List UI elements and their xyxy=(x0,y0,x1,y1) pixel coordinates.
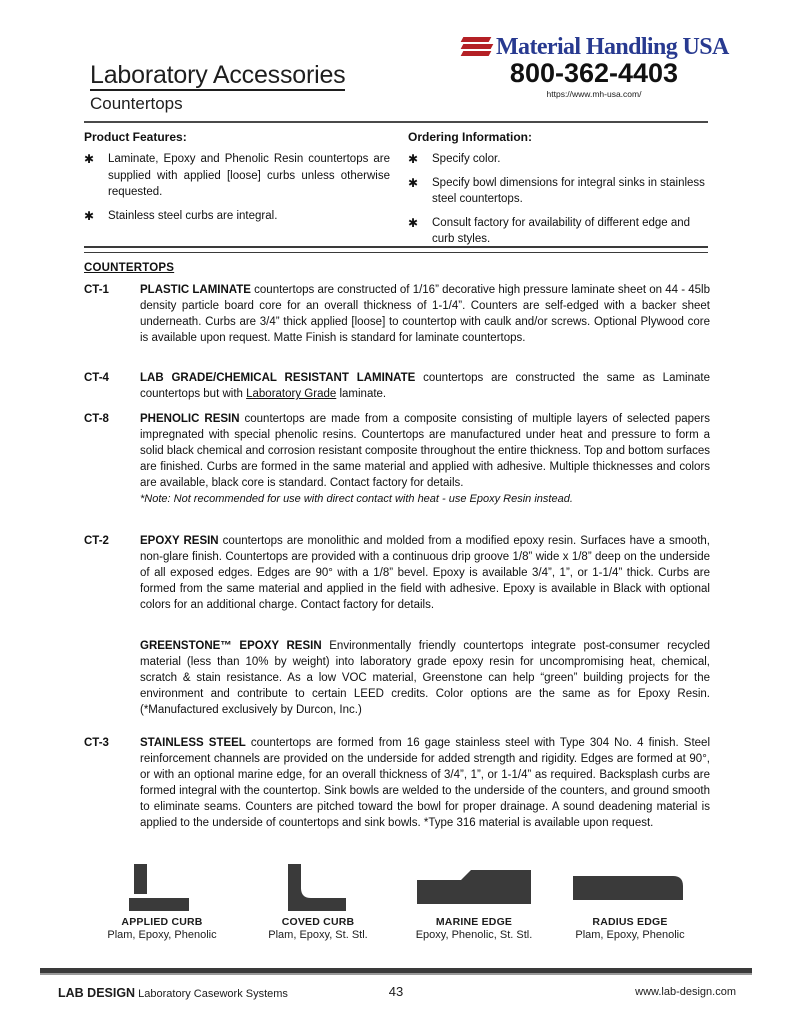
entry-code: CT-1 xyxy=(84,284,109,296)
greenstone-description: Environmentally friendly countertops integrate post-consumer recycled material (less than 10% by weight) into laboratory grade epoxy resin for uncompromising heat, chemical, scratch & stain resistance. As a low VOC material, Greenstone can help “green” building projects for the environment and contribute to certain LEED credits. Color options are the same as for Epoxy Resin. (*Manufactured exclusively by Durcon, Inc.) xyxy=(140,640,710,716)
entry-code: CT-2 xyxy=(84,535,109,547)
entry-product-name: LAB GRADE/CHEMICAL RESISTANT LAMINATE xyxy=(140,372,416,384)
list-item xyxy=(408,151,714,168)
title-block xyxy=(90,62,345,114)
entry-description: countertops are monolithic and molded from a modified epoxy resin. Surfaces have a smooth, non-glare finish. Countertops are provided with a continuous drip groove 1/8” wide x 1/8” deep on the underside of all exposed edges. Edges are 90° with a 1/8” bevel. Epoxy is available 3/4”, 1”, or 1-1/4” thick. Curbs are formed from the same material and applied in the field with adhesive. Epoxy is available in Black with optional colors for an additional charge. Contact factory for details. xyxy=(140,535,711,611)
footer-brand-name: LAB DESIGN xyxy=(58,986,136,1000)
entry-product-name: PHENOLIC RESIN xyxy=(140,413,240,425)
entry-product-name: STAINLESS STEEL xyxy=(140,737,246,749)
entry-ct-1 xyxy=(84,282,710,346)
asterisk-bullet-icon: ✱ xyxy=(408,215,419,230)
asterisk-bullet-icon: ✱ xyxy=(408,175,419,190)
marine-edge-icon xyxy=(396,862,552,914)
footer-website[interactable]: www.lab-design.com xyxy=(635,986,736,998)
ordering-item-text: Consult factory for availability of different edge and curb styles. xyxy=(432,216,691,245)
entry-ct-8 xyxy=(84,411,710,507)
entry-body xyxy=(140,533,710,613)
entry-body xyxy=(140,411,710,507)
list-item xyxy=(408,215,714,248)
entry-product-name: PLASTIC LAMINATE xyxy=(140,284,251,296)
entry-ct-4 xyxy=(84,370,710,402)
radius-edge-icon xyxy=(552,862,708,914)
list-item xyxy=(84,208,390,225)
page-number: 43 xyxy=(388,984,404,999)
page-title: Laboratory Accessories xyxy=(90,62,345,91)
ordering-information-column xyxy=(408,130,714,255)
company-phone: 800-362-4403 xyxy=(509,58,679,88)
asterisk-bullet-icon: ✱ xyxy=(84,152,95,166)
diagram-radius-edge xyxy=(552,862,708,941)
list-item xyxy=(84,151,390,201)
entry-code: CT-3 xyxy=(84,737,109,749)
entry-note: *Note: Not recommended for use with direct contact with heat - use Epoxy Resin instead. xyxy=(140,493,573,505)
entry-description-part-1: countertops are constructed the same as Laminate countertops but with xyxy=(140,372,710,400)
asterisk-bullet-icon: ✱ xyxy=(408,152,419,166)
diagram-title: RADIUS EDGE xyxy=(592,916,668,928)
diagram-subtitle: Plam, Epoxy, Phenolic xyxy=(575,929,685,941)
entry-description-part-2: laminate. xyxy=(336,388,387,400)
greenstone-paragraph xyxy=(140,638,710,718)
entry-ct-2 xyxy=(84,533,710,613)
entry-description: countertops are constructed of 1/16” decorative high pressure laminate sheet on 44 - 45lb density particle board core for an overall thickness of 1-1/4”. Counters are self-edged with a backer sheet underneath. Curbs are 3/4” thick applied [loose] to countertop with caulk and/or screws. Optional Plywood core is available upon request. Matte Finish is standard for laminate countertops. xyxy=(140,284,710,344)
company-name: Material Handling USA xyxy=(496,34,729,60)
ordering-information-heading: Ordering Information: xyxy=(408,130,532,144)
page-header xyxy=(62,30,728,115)
header-divider-rule xyxy=(84,121,708,123)
entry-code: CT-4 xyxy=(84,372,109,384)
company-website-url[interactable]: https://www.mh-usa.com/ xyxy=(546,89,642,99)
entry-body xyxy=(140,370,710,402)
coved-curb-icon xyxy=(240,862,396,914)
countertops-section-label: COUNTERTOPS xyxy=(84,262,175,274)
ordering-item-text: Specify bowl dimensions for integral sinks in stainless steel countertops. xyxy=(432,176,705,205)
entry-body xyxy=(140,282,710,346)
diagram-title: MARINE EDGE xyxy=(435,916,513,928)
entry-body xyxy=(140,735,710,831)
product-feature-text: Laminate, Epoxy and Phenolic Resin countertops are supplied with applied [loose] curbs unless otherwise requested. xyxy=(108,153,390,198)
list-item xyxy=(408,175,714,208)
diagram-subtitle: Plam, Epoxy, St. Stl. xyxy=(268,929,368,941)
page-footer xyxy=(40,986,752,1006)
diagram-subtitle: Plam, Epoxy, Phenolic xyxy=(107,929,217,941)
applied-curb-icon xyxy=(84,862,240,914)
asterisk-bullet-icon: ✱ xyxy=(84,208,95,223)
edge-profile-diagrams xyxy=(84,862,710,941)
entry-ct-3 xyxy=(84,735,710,831)
diagram-title: COVED CURB xyxy=(281,916,355,928)
section-divider-rule xyxy=(84,246,708,253)
greenstone-product-name: GREENSTONE™ EPOXY RESIN xyxy=(140,640,322,652)
diagram-subtitle: Epoxy, Phenolic, St. Stl. xyxy=(415,929,533,941)
entry-product-name: EPOXY RESIN xyxy=(140,535,219,547)
page-subtitle: Countertops xyxy=(90,94,183,114)
laboratory-grade-link[interactable]: Laboratory Grade xyxy=(246,388,337,400)
company-logo xyxy=(462,34,729,99)
logo-name-row xyxy=(462,34,729,60)
diagram-applied-curb xyxy=(84,862,240,941)
entry-code: CT-8 xyxy=(84,413,109,425)
product-feature-text: Stainless steel curbs are integral. xyxy=(108,209,278,222)
material-handling-stripes-icon xyxy=(462,35,494,59)
product-features-heading: Product Features: xyxy=(84,130,187,144)
diagram-coved-curb xyxy=(240,862,396,941)
footer-brand-tagline: Laboratory Casework Systems xyxy=(135,988,288,1000)
ordering-item-text: Specify color. xyxy=(432,153,501,165)
product-features-column xyxy=(84,130,390,255)
footer-divider-rule xyxy=(40,968,752,975)
diagram-title: APPLIED CURB xyxy=(121,916,203,928)
entry-description: countertops are made from a composite consisting of multiple layers of selected papers impregnated with special phenolic resins. Countertops are manufactured under heat and pressure to form a solid black chemical and corrosion resistant composite throughout the entire thickness. Top and bottom surfaces are finished. Curbs are formed in the same material and applied with adhesive. Multiple thicknesses and colors are available, black core is standard. Contact factory for details. xyxy=(140,413,711,489)
features-ordering-columns xyxy=(84,130,714,255)
diagram-marine-edge xyxy=(396,862,552,941)
entry-description: countertops are formed from 16 gage stainless steel with Type 304 No. 4 finish. Steel reinforcement channels are provided on the underside for added strength and rigidity. Edges are formed at 90°, or with an optional marine edge, for an overall thickness of 3/4”, 1”, or 1-1/4” as required. Backsplash curbs are formed integral with the countertop. Sink bowls are welded to the underside of the counters, and ground smooth to eliminate seams. Counters are pitched toward the bowl for proper drainage. A sound deadening material is applied to the underside of countertops and sink bowls. *Type 316 material is available upon request. xyxy=(140,737,710,829)
